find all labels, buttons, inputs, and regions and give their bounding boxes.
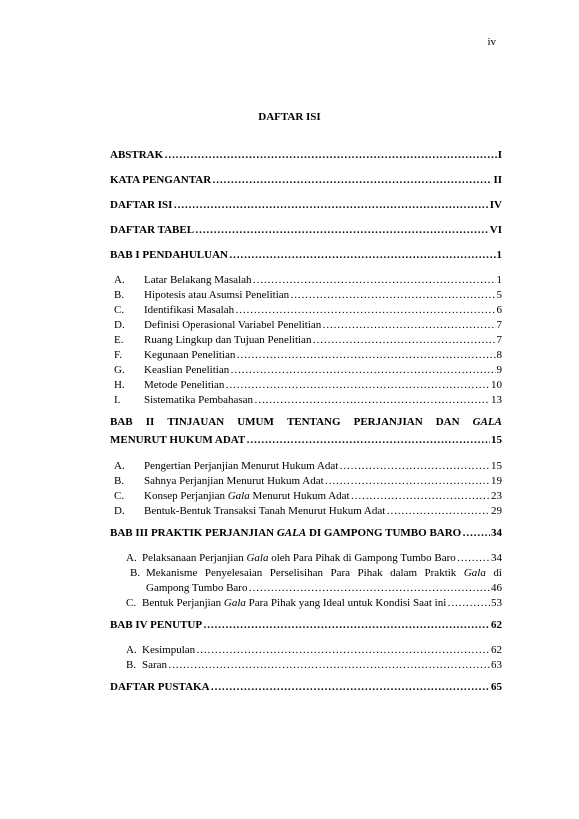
toc-entry-daftar-tabel[interactable] [110, 224, 502, 244]
toc-subentry[interactable] [114, 379, 502, 394]
subentry-label: I. [114, 394, 121, 406]
subentry-page: 7 [496, 319, 502, 331]
subentry-page: 19 [491, 475, 502, 487]
dot-leader [248, 582, 490, 594]
subentry-page: 9 [496, 364, 502, 376]
subentry-page: 13 [491, 394, 502, 406]
toc-subentry[interactable] [114, 490, 502, 505]
bab-3-subsections [110, 552, 502, 612]
subentry-page: 63 [491, 659, 502, 671]
toc-entry-bab-1[interactable] [110, 249, 502, 269]
subentry-text: Metode Penelitian [144, 379, 225, 391]
subentry-page: 7 [496, 334, 502, 346]
subentry-label: C. [114, 304, 125, 316]
subentry-label: A. [114, 274, 125, 286]
toc-subentry[interactable] [114, 334, 502, 349]
subentry-label: B. [130, 567, 141, 579]
subentry-label: D. [114, 319, 125, 331]
entry-page: 15 [491, 434, 502, 446]
page-title: DAFTAR ISI [258, 111, 321, 123]
toc-entry-abstrak[interactable] [110, 149, 502, 169]
subentry-text: Bentuk Perjanjian Gala Para Pihak yang Ideal untuk Kondisi Saat ini [142, 597, 447, 609]
subentry-text-line-2: Gampong Tumbo Baro ……………………………………………………………………………………………………………………………………………………………… 46 [130, 582, 502, 597]
subentry-label: C. [114, 490, 125, 502]
toc-subentry[interactable] [126, 644, 502, 659]
dot-leader [212, 174, 492, 186]
bab-1-subsections [110, 274, 502, 409]
subentry-label: E. [114, 334, 124, 346]
toc-subentry[interactable] [114, 349, 502, 364]
dot-leader [236, 349, 495, 361]
toc-subentry[interactable] [114, 364, 502, 379]
dot-leader [211, 681, 490, 693]
subentry-page: 29 [491, 505, 502, 517]
toc-entry-kata-pengantar[interactable] [110, 174, 502, 194]
page-number: iv [487, 36, 496, 48]
subentry-label: F. [114, 349, 122, 361]
entry-text: KATA PENGANTAR [110, 174, 212, 186]
entry-page: IV [489, 199, 502, 211]
toc-entry-daftar-pustaka[interactable] [110, 681, 502, 701]
entry-page: I [497, 149, 502, 161]
subentry-text: Hipotesis atau Asumsi Penelitian [144, 289, 290, 301]
entry-page: 62 [491, 619, 502, 631]
toc-entry-daftar-isi[interactable] [110, 199, 502, 219]
entry-text: ABSTRAK [110, 149, 164, 161]
entry-text: DAFTAR TABEL [110, 224, 195, 236]
dot-leader [203, 619, 490, 631]
subentry-text: Identifikasi Masalah [144, 304, 235, 316]
dot-leader [462, 527, 490, 539]
bab-2-subsections [110, 460, 502, 520]
entry-page: 65 [491, 681, 502, 693]
entry-text-line-1: BAB II TINJAUAN UMUM TENTANG PERJANJIAN DAN GALA [110, 416, 502, 428]
entry-page: 1 [496, 249, 502, 261]
entry-page: II [493, 174, 502, 186]
entry-text: DAFTAR ISI [110, 199, 173, 211]
subentry-page: 23 [491, 490, 502, 502]
dot-leader [312, 334, 495, 346]
entry-text: DAFTAR PUSTAKA [110, 681, 210, 693]
entry-text-line-2: MENURUT HUKUM ADAT ……………………………………………………………………………………………………………………………………………………………… 15 [110, 434, 502, 452]
subentry-text-line-1: B. Mekanisme Penyelesaian Perselisihan Para Pihak dalam Praktik Gala di [130, 567, 502, 579]
subentry-label: H. [114, 379, 125, 391]
subentry-label: B. [114, 289, 125, 301]
subentry-label: A. [126, 644, 137, 656]
dot-leader [230, 364, 495, 376]
dot-leader [229, 249, 496, 261]
subentry-label: D. [114, 505, 125, 517]
toc-subentry[interactable] [114, 505, 502, 520]
toc-subentry[interactable] [126, 597, 502, 612]
toc-subentry[interactable] [114, 289, 502, 304]
dot-leader [339, 460, 490, 472]
subentry-page: 15 [491, 460, 502, 472]
subentry-text: Latar Belakang Masalah [144, 274, 252, 286]
subentry-label: C. [126, 597, 137, 609]
dot-leader [164, 149, 497, 161]
toc-subentry[interactable] [114, 319, 502, 334]
dot-leader [457, 552, 490, 564]
subentry-label: B. [114, 475, 125, 487]
toc-entry-bab-2[interactable] [110, 416, 502, 452]
subentry-label: A. [114, 460, 125, 472]
entry-text: BAB III PRAKTIK PERJANJIAN GALA DI GAMPONG TUMBO BARO [110, 527, 462, 539]
subentry-page: 8 [496, 349, 502, 361]
subentry-page: 6 [496, 304, 502, 316]
subentry-page: 53 [491, 597, 502, 609]
dot-leader [225, 379, 490, 391]
entry-page: VI [489, 224, 502, 236]
toc-subentry[interactable] [126, 659, 502, 674]
subentry-text: Ruang Lingkup dan Tujuan Penelitian [144, 334, 312, 346]
subentry-text: Keaslian Penelitian [144, 364, 230, 376]
subentry-label: B. [126, 659, 137, 671]
toc-subentry[interactable] [114, 394, 502, 409]
entry-page: 34 [491, 527, 502, 539]
subentry-page: 46 [491, 582, 502, 594]
dot-leader [173, 199, 488, 211]
subentry-text: Bentuk-Bentuk Transaksi Tanah Menurut Hukum Adat [144, 505, 386, 517]
toc-subentry[interactable] [114, 304, 502, 319]
dot-leader [447, 597, 490, 609]
subentry-text: Definisi Operasional Variabel Penelitian [144, 319, 322, 331]
subentry-label: A. [126, 552, 137, 564]
toc-subentry[interactable] [114, 475, 502, 490]
toc-subentry[interactable] [126, 552, 502, 567]
subentry-text: Sistematika Pembahasan [144, 394, 254, 406]
dot-leader [235, 304, 495, 316]
dot-leader [196, 644, 490, 656]
subentry-page: 5 [496, 289, 502, 301]
dot-leader [253, 274, 496, 286]
subentry-text: Sahnya Perjanjian Menurut Hukum Adat [144, 475, 324, 487]
subentry-page: 34 [491, 552, 502, 564]
dot-leader [195, 224, 489, 236]
entry-text: BAB IV PENUTUP [110, 619, 203, 631]
subentry-text: Kegunaan Penelitian [144, 349, 236, 361]
subentry-text: Pelaksanaan Perjanjian Gala oleh Para Pihak di Gampong Tumbo Baro [142, 552, 456, 564]
toc-subentry[interactable] [130, 567, 502, 597]
dot-leader [168, 659, 490, 671]
subentry-page: 10 [491, 379, 502, 391]
table-of-contents [110, 149, 502, 706]
subentry-page: 1 [496, 274, 502, 286]
subentry-text: Kesimpulan [142, 644, 196, 656]
bab-4-subsections [110, 644, 502, 674]
subentry-text: Pengertian Perjanjian Menurut Hukum Adat [144, 460, 339, 472]
dot-leader [254, 394, 490, 406]
subentry-text: Saran [142, 659, 168, 671]
toc-entry-bab-3[interactable] [110, 527, 502, 547]
entry-text: BAB I PENDAHULUAN [110, 249, 228, 261]
toc-subentry[interactable] [114, 460, 502, 475]
dot-leader [386, 505, 490, 517]
toc-subentry[interactable] [114, 274, 502, 289]
dot-leader [351, 490, 490, 502]
dot-leader [325, 475, 490, 487]
dot-leader [290, 289, 495, 301]
toc-entry-bab-4[interactable] [110, 619, 502, 639]
dot-leader [322, 319, 495, 331]
subentry-label: G. [114, 364, 125, 376]
dot-leader [246, 434, 490, 446]
subentry-text: Konsep Perjanjian Gala Menurut Hukum Adat [144, 490, 350, 502]
subentry-page: 62 [491, 644, 502, 656]
